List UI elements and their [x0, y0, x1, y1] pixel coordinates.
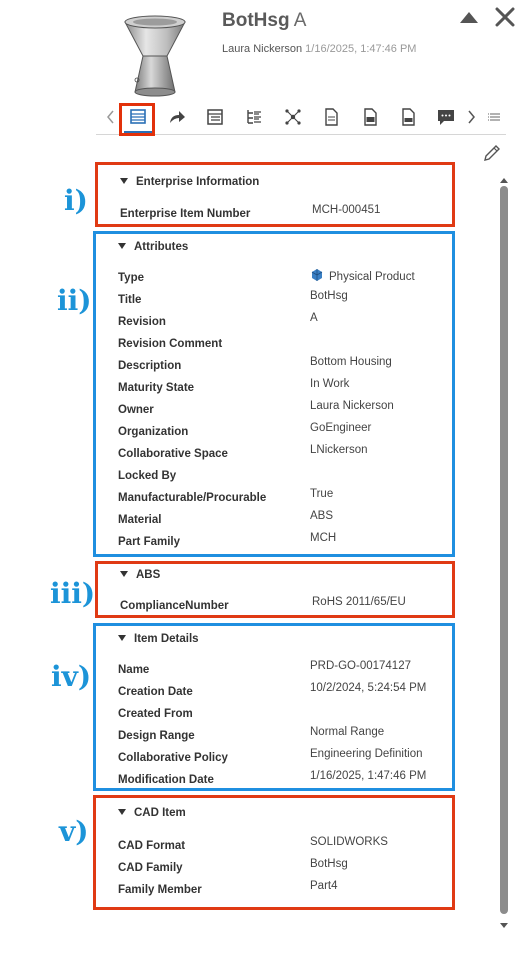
title-revision: A: [293, 10, 307, 31]
property-value: In Work: [310, 378, 350, 390]
property-row: [118, 356, 448, 376]
property-label: Organization: [118, 426, 189, 438]
physical-product-icon: [310, 268, 324, 282]
property-label: Design Range: [118, 730, 195, 742]
close-icon[interactable]: [492, 4, 518, 30]
expand-triangle-icon: [118, 635, 126, 641]
section-item-details: [93, 623, 455, 791]
annotation-label-v: v): [59, 815, 89, 848]
section-abs: [95, 561, 455, 618]
property-value: GoEngineer: [310, 422, 372, 434]
property-value: SOLIDWORKS: [310, 836, 388, 848]
property-label: Collaborative Policy: [118, 752, 228, 764]
property-value: MCH: [310, 532, 337, 544]
property-row: [118, 708, 448, 724]
annotation-label-iii: iii): [50, 577, 96, 610]
expand-triangle-icon: [120, 571, 128, 577]
property-row: [118, 488, 448, 508]
expand-triangle-icon: [120, 178, 128, 184]
title-name: BotHsg: [222, 10, 290, 31]
scroll-right-icon[interactable]: [460, 106, 482, 128]
property-row: [118, 660, 448, 680]
property-row: [118, 770, 448, 790]
property-row: [118, 378, 448, 398]
property-row: [118, 290, 448, 310]
collapse-up-icon[interactable]: [458, 8, 480, 26]
property-label: Revision: [118, 316, 166, 328]
property-row: [118, 726, 448, 746]
property-label: CAD Format: [118, 840, 186, 852]
list-icon[interactable]: [204, 106, 226, 128]
section-header-enterprise[interactable]: [120, 176, 259, 188]
section-title: Item Details: [134, 633, 199, 645]
property-label: CAD Family: [118, 862, 183, 874]
owner-name: Laura Nickerson: [222, 43, 303, 55]
property-value: 1/16/2025, 1:47:46 PM: [310, 770, 427, 782]
property-value: BotHsg: [310, 858, 348, 870]
modified-date: 1/16/2025, 1:47:46 PM: [305, 43, 417, 55]
property-label: Part Family: [118, 536, 180, 548]
scroll-up-arrow-icon[interactable]: [498, 172, 510, 182]
property-value: Laura Nickerson: [310, 400, 394, 412]
section-header-attributes[interactable]: [118, 241, 188, 253]
property-row: [118, 880, 448, 900]
property-label: Material: [118, 514, 162, 526]
property-row: [118, 682, 448, 702]
property-value: 10/2/2024, 5:24:54 PM: [310, 682, 427, 694]
scrollbar-thumb[interactable]: [500, 186, 508, 914]
property-label: Collaborative Space: [118, 448, 228, 460]
section-title: Attributes: [134, 241, 189, 253]
section-header-item-details[interactable]: [118, 633, 199, 645]
property-label: Title: [118, 294, 142, 306]
annotation-label-iv: iv): [51, 660, 92, 693]
section-title: CAD Item: [134, 807, 186, 819]
property-label: Name: [118, 664, 150, 676]
property-label: Locked By: [118, 470, 177, 482]
property-row: [120, 204, 450, 224]
property-label: Type: [118, 272, 144, 284]
section-title: ABS: [136, 569, 161, 581]
property-row: [120, 596, 450, 616]
property-value: RoHS 2011/65/EU: [312, 596, 406, 608]
section-attributes: [93, 231, 455, 557]
property-value: Engineering Definition: [310, 748, 423, 760]
product-thumbnail[interactable]: [115, 12, 195, 98]
section-header-cad-item[interactable]: [118, 807, 186, 819]
property-row: [118, 444, 448, 464]
property-row: [118, 338, 448, 354]
comment-icon[interactable]: [435, 106, 457, 128]
annotation-label-i: i): [64, 184, 88, 217]
property-value: BotHsg: [310, 290, 348, 302]
property-value: True: [310, 488, 334, 500]
annotation-label-ii: ii): [57, 284, 92, 317]
object-title: [222, 10, 306, 32]
property-row: [118, 858, 448, 878]
document-icon[interactable]: [359, 106, 381, 128]
property-label: Modification Date: [118, 774, 214, 786]
property-value: MCH-000451: [312, 204, 381, 216]
property-row: [118, 532, 448, 552]
expand-triangle-icon: [118, 243, 126, 249]
type-value: Physical Product: [329, 271, 415, 283]
object-meta: [222, 43, 416, 55]
property-value: Bottom Housing: [310, 356, 392, 368]
property-label: Owner: [118, 404, 154, 416]
section-header-abs[interactable]: [120, 569, 160, 581]
expand-triangle-icon: [118, 809, 126, 815]
property-row: [118, 836, 448, 856]
property-row: [118, 422, 448, 442]
property-label: Description: [118, 360, 182, 372]
document-icon[interactable]: [397, 106, 419, 128]
property-value: PRD-GO-00174127: [310, 660, 411, 672]
property-value: ABS: [310, 510, 334, 522]
scroll-down-arrow-icon[interactable]: [498, 918, 510, 928]
property-row: [118, 470, 448, 486]
menu-icon[interactable]: [484, 106, 506, 128]
property-label: Manufacturable/Procurable: [118, 492, 267, 504]
property-value: LNickerson: [310, 444, 368, 456]
section-cad-item: [93, 795, 455, 910]
active-tab-highlight: [119, 103, 155, 136]
share-icon[interactable]: [166, 106, 188, 128]
property-value: Normal Range: [310, 726, 385, 738]
toolbar-divider: [96, 134, 506, 135]
property-value: [310, 268, 415, 283]
property-row: [118, 312, 448, 332]
document-icon[interactable]: [320, 106, 342, 128]
section-title: Enterprise Information: [136, 176, 260, 188]
property-value: A: [310, 312, 318, 324]
tree-icon[interactable]: [243, 106, 265, 128]
property-label: Family Member: [118, 884, 202, 896]
property-label: Created From: [118, 708, 193, 720]
property-label: ComplianceNumber: [120, 600, 229, 612]
section-enterprise-information: [95, 162, 455, 227]
edit-pencil-icon[interactable]: [481, 142, 503, 164]
property-label: Maturity State: [118, 382, 195, 394]
property-row: [118, 400, 448, 420]
network-icon[interactable]: [282, 106, 304, 128]
property-label: Creation Date: [118, 686, 193, 698]
property-row: [118, 748, 448, 768]
property-label: Enterprise Item Number: [120, 208, 251, 220]
property-row: [118, 272, 448, 288]
property-value: Part4: [310, 880, 338, 892]
property-label: Revision Comment: [118, 338, 223, 350]
property-row: [118, 510, 448, 530]
